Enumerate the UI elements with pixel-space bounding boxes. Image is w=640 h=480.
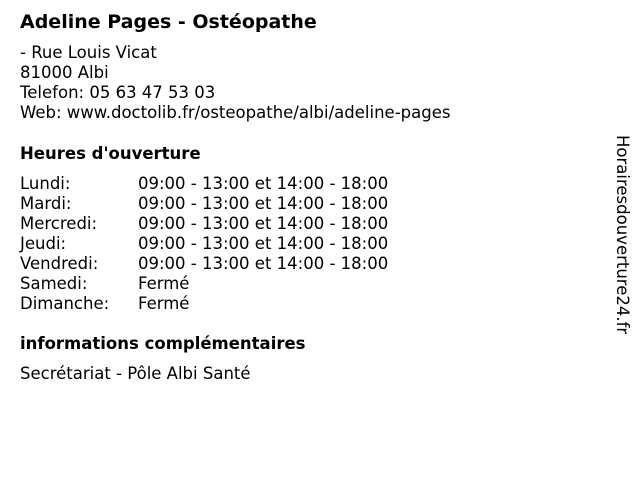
info-heading: informations complémentaires xyxy=(20,334,306,353)
day-label: Mercredi: xyxy=(20,214,98,233)
day-label: Lundi: xyxy=(20,174,71,193)
time-value: 09:00 - 13:00 et 14:00 - 18:00 xyxy=(138,214,389,233)
street-address: - Rue Louis Vicat xyxy=(20,43,157,62)
day-label: Samedi: xyxy=(20,274,88,293)
phone-number: Telefon: 05 63 47 53 03 xyxy=(20,83,216,102)
city-address: 81000 Albi xyxy=(20,63,109,82)
business-title: Adeline Pages - Ostéopathe xyxy=(20,11,317,33)
time-value: Fermé xyxy=(138,274,190,293)
day-label: Vendredi: xyxy=(20,254,99,273)
website-link[interactable]: Web: www.doctolib.fr/osteopathe/albi/adeline-pages xyxy=(20,103,451,122)
day-label: Dimanche: xyxy=(20,294,110,313)
time-value: 09:00 - 13:00 et 14:00 - 18:00 xyxy=(138,254,389,273)
contact-block xyxy=(20,43,450,123)
time-value: 09:00 - 13:00 et 14:00 - 18:00 xyxy=(138,234,389,253)
time-value: 09:00 - 13:00 et 14:00 - 18:00 xyxy=(138,194,389,213)
hours-heading: Heures d'ouverture xyxy=(20,144,201,163)
time-value: Fermé xyxy=(138,294,190,313)
site-watermark: Horairesdouverture24.fr xyxy=(613,135,632,335)
day-label: Jeudi: xyxy=(20,234,67,253)
info-text: Secrétariat - Pôle Albi Santé xyxy=(20,364,251,383)
time-value: 09:00 - 13:00 et 14:00 - 18:00 xyxy=(138,174,389,193)
day-label: Mardi: xyxy=(20,194,72,213)
